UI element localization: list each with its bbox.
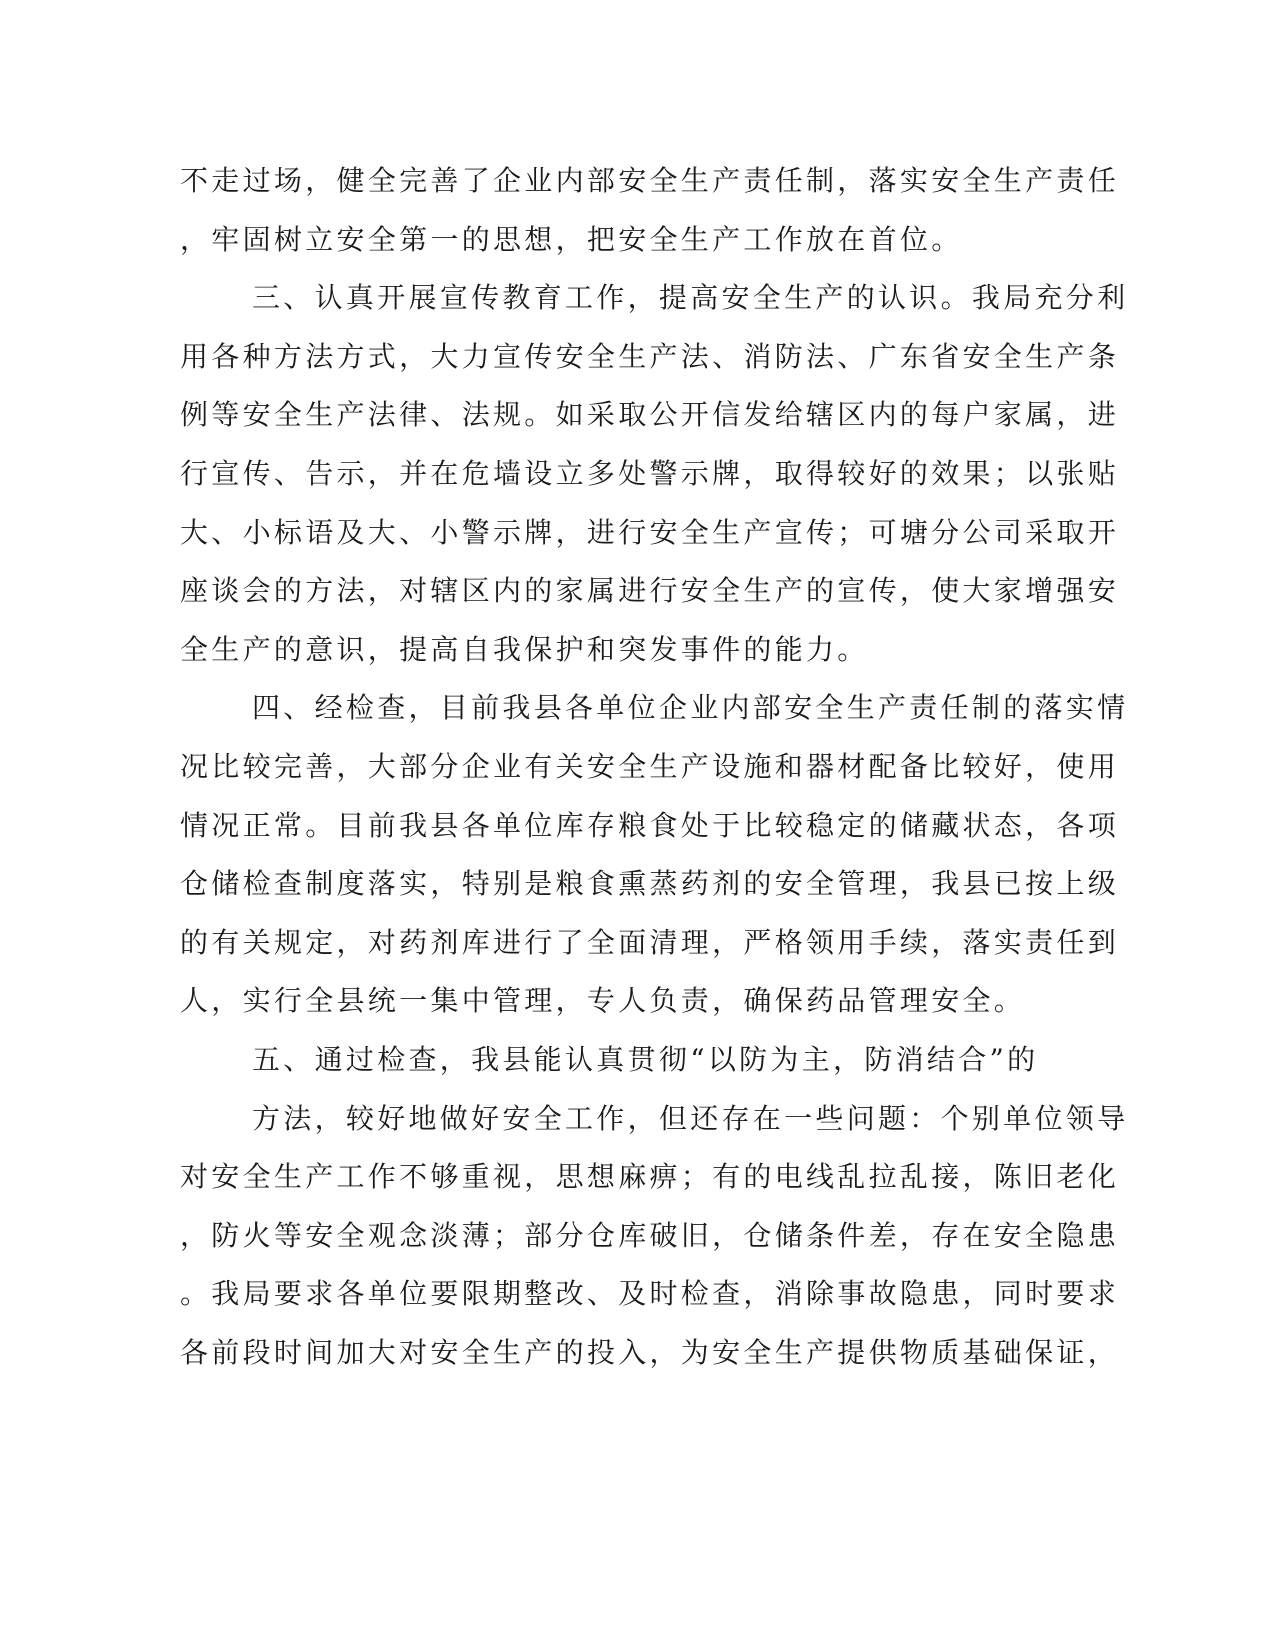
text-line: 。我局要求各单位要限期整改、及时检查，消除事故隐患，同时要求 <box>180 1277 1120 1311</box>
text-line: 五、通过检查，我县能认真贯彻“以防为主，防消结合”的 <box>252 1042 1039 1076</box>
text-line: 三、认真开展宣传教育工作，提高安全生产的认识。我局充分利 <box>252 281 1129 315</box>
text-line: 方法，较好地做好安全工作，但还存在一些问题：个别单位领导 <box>252 1101 1129 1135</box>
text-line: 不走过场，健全完善了企业内部安全生产责任制，落实安全生产责任 <box>180 164 1120 197</box>
text-line: 例等安全生产法律、法规。如采取公开信发给辖区内的每户家属，进 <box>180 398 1120 432</box>
text-line: 对安全生产工作不够重视，思想麻痹；有的电线乱拉乱接，陈旧老化 <box>180 1160 1120 1194</box>
text-line: 人，实行全县统一集中管理，专人负责，确保药品管理安全。 <box>180 984 1026 1018</box>
text-line: ，防火等安全观念淡薄；部分仓库破旧，仓储条件差，存在安全隐患 <box>180 1218 1120 1252</box>
text-line: 各前段时间加大对安全生产的投入，为安全生产提供物质基础保证， <box>180 1335 1120 1369</box>
text-line: ，牢固树立安全第一的思想，把安全生产工作放在首位。 <box>180 222 963 256</box>
document-body <box>180 158 1129 1388</box>
text-line: 的有关规定，对药剂库进行了全面清理，严格领用手续，落实责任到 <box>180 925 1120 959</box>
text-line: 仓储检查制度落实，特别是粮食熏蒸药剂的安全管理，我县已按上级 <box>180 867 1120 901</box>
text-line: 情况正常。目前我县各单位库存粮食处于比较稳定的储藏状态，各项 <box>180 808 1120 842</box>
text-line: 用各种方法方式，大力宣传安全生产法、消防法、广东省安全生产条 <box>180 339 1120 373</box>
text-line: 座谈会的方法，对辖区内的家属进行安全生产的宣传，使大家增强安 <box>180 574 1120 608</box>
text-line: 全生产的意识，提高自我保护和突发事件的能力。 <box>180 632 869 666</box>
text-line: 况比较完善，大部分企业有关安全生产设施和器材配备比较好，使用 <box>180 749 1120 783</box>
text-line: 大、小标语及大、小警示牌，进行安全生产宣传；可塘分公司采取开 <box>180 515 1120 549</box>
text-line: 行宣传、告示，并在危墙设立多处警示牌，取得较好的效果；以张贴 <box>180 456 1120 490</box>
text-line: 四、经检查，目前我县各单位企业内部安全生产责任制的落实情 <box>252 691 1129 725</box>
